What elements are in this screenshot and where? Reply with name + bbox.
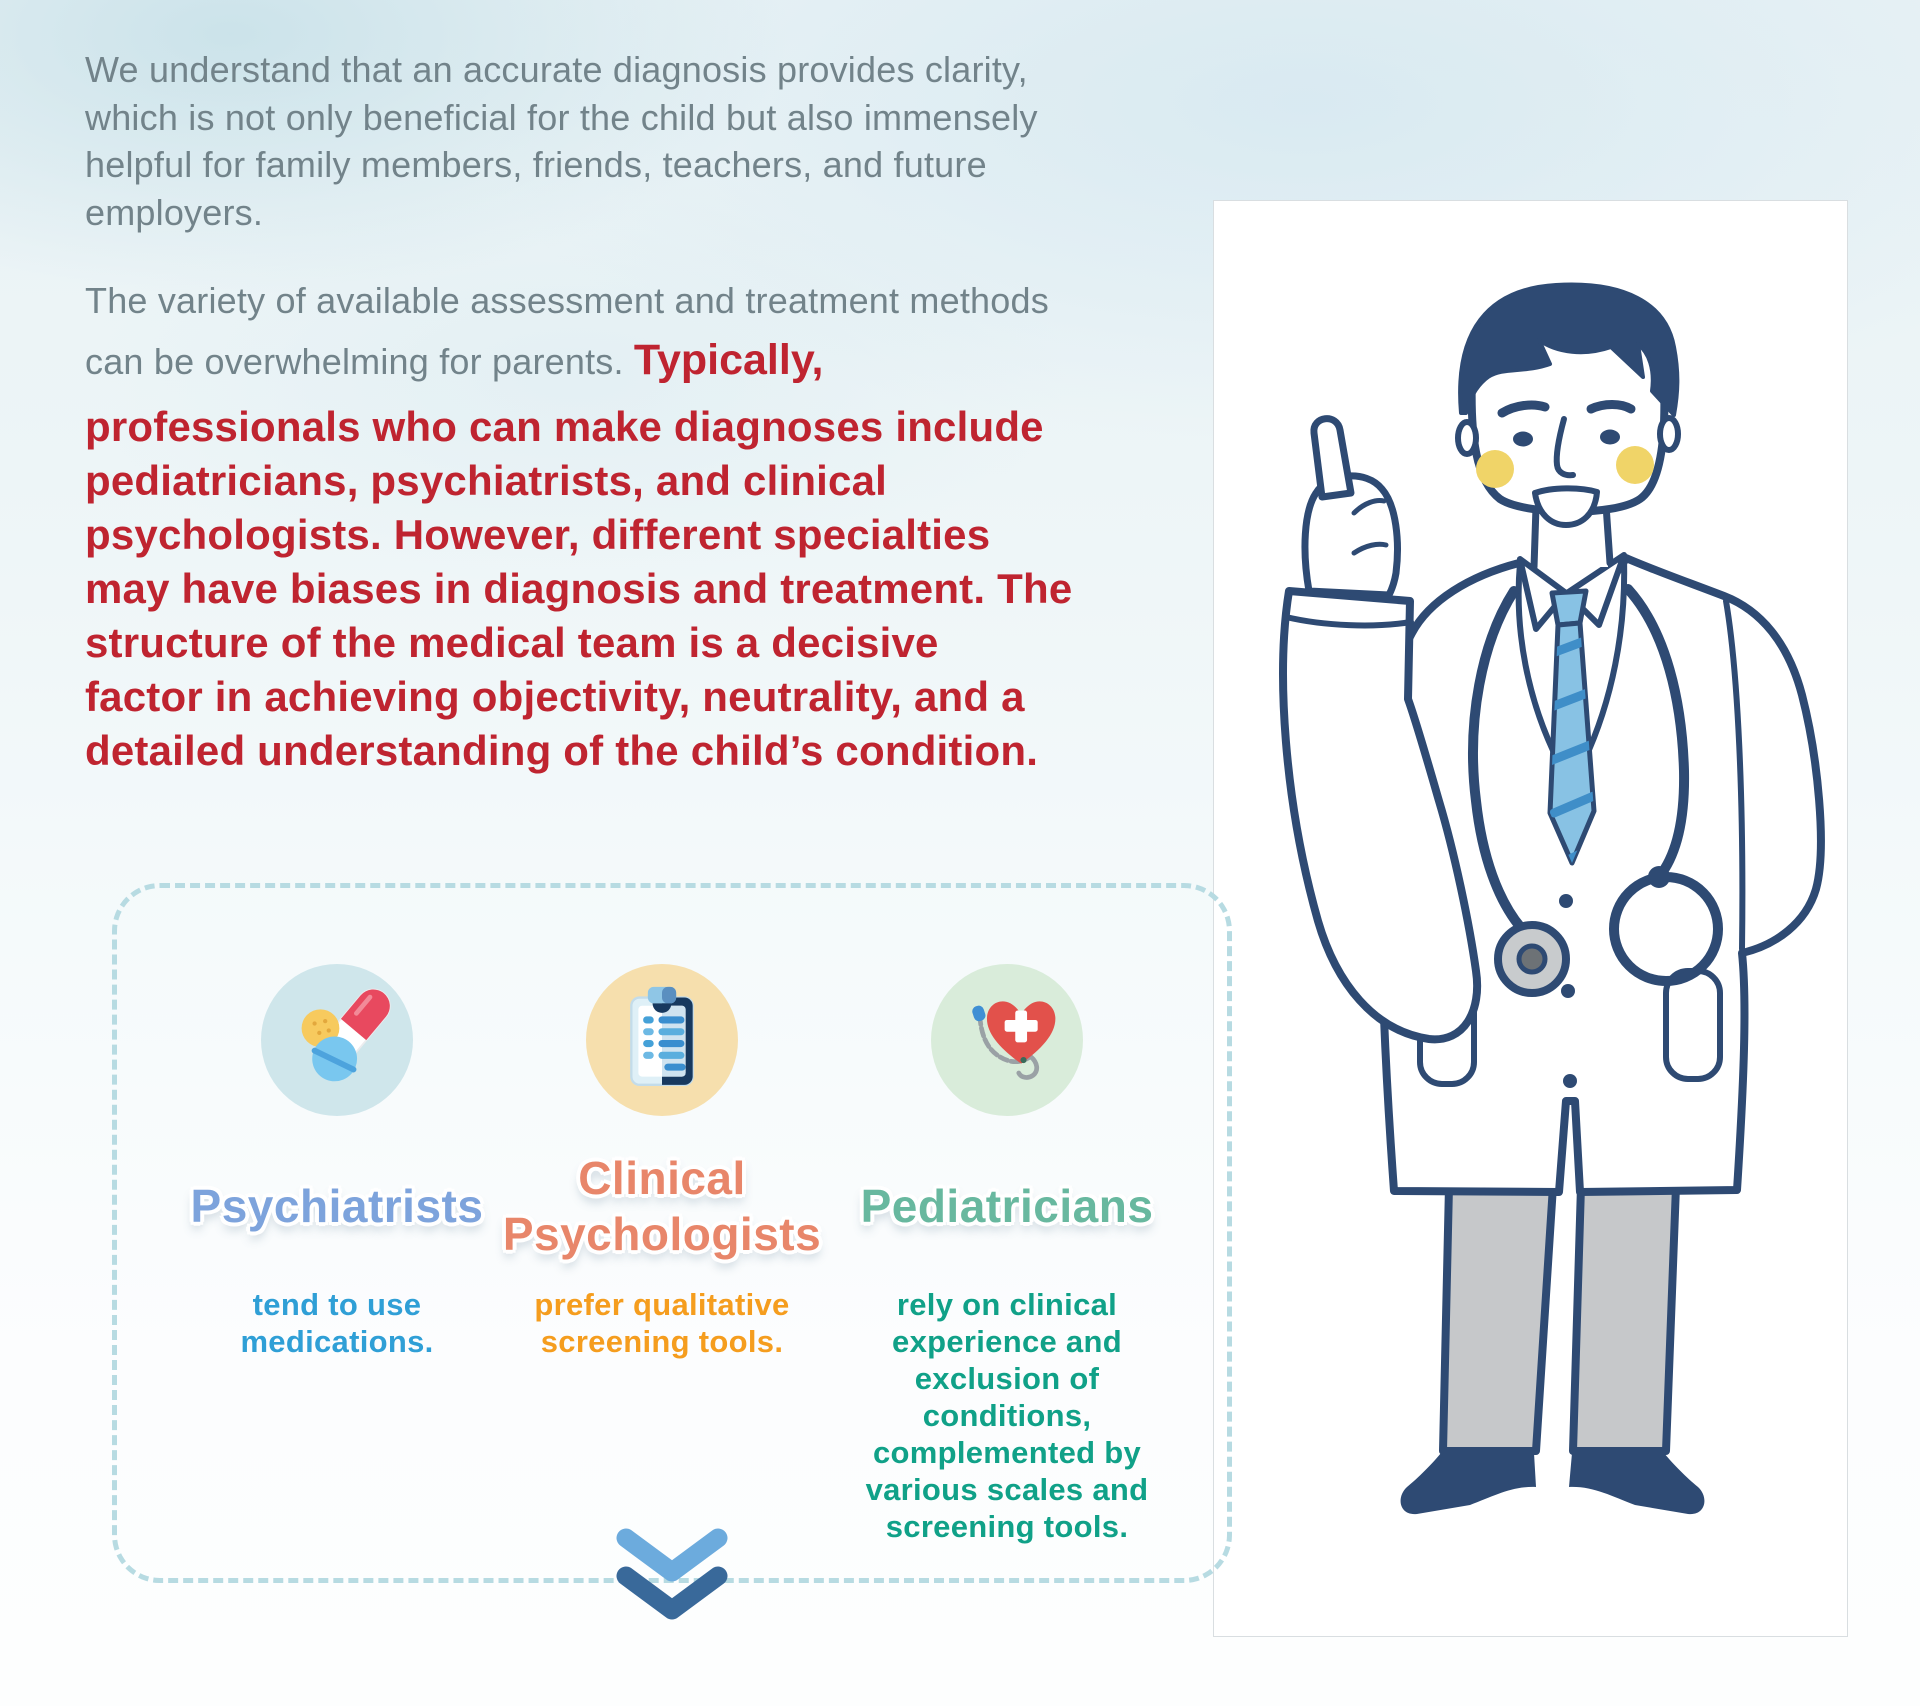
assessment-paragraph	[85, 272, 1073, 778]
specialist-title-pediatricians	[829, 1136, 1185, 1276]
doctor-illustration-panel	[1213, 200, 1848, 1637]
doctor-illustration	[1214, 201, 1849, 1638]
specialist-desc-psychiatrists	[175, 1286, 499, 1360]
desc-line: various scales and	[865, 1472, 1149, 1507]
assessment-red-inline: Typically,	[633, 336, 824, 384]
clipboard-icon	[586, 964, 738, 1116]
assessment-red-line: factor in achieving objectivity, neutrality, and a	[85, 673, 1025, 720]
specialist-title-line: Pediatricians	[860, 1180, 1154, 1232]
desc-line: screening tools.	[885, 1509, 1129, 1544]
pills-icon	[261, 964, 413, 1116]
specialist-title-line: Psychiatrists	[190, 1180, 484, 1232]
desc-line: tend to use	[252, 1287, 422, 1322]
specialist-title-clinical-psychologists	[485, 1136, 839, 1276]
desc-line: conditions,	[922, 1398, 1092, 1433]
specialist-desc-pediatricians	[837, 1286, 1177, 1545]
assessment-red-line: detailed understanding of the child’s condition.	[85, 727, 1039, 774]
specialist-desc-clinical-psychologists	[493, 1286, 831, 1360]
specialist-title-line: Psychologists	[502, 1208, 822, 1260]
intro-line: employers.	[85, 191, 264, 233]
assessment-gray-line: The variety of available assessment and treatment methods	[85, 280, 1049, 321]
assessment-red-line: may have biases in diagnosis and treatment. The	[85, 565, 1073, 612]
intro-line: We understand that an accurate diagnosis provides clarity,	[85, 49, 1028, 90]
intro-paragraph	[85, 46, 1038, 236]
assessment-red-line: professionals who can make diagnoses include	[85, 403, 1044, 450]
assessment-gray-prefix: can be overwhelming for parents.	[85, 341, 634, 382]
assessment-red-line: structure of the medical team is a decisive	[85, 619, 939, 666]
assessment-mixed-line	[85, 330, 1045, 400]
intro-line: helpful for family members, friends, teachers, and future	[85, 144, 987, 185]
desc-line: complemented by	[872, 1435, 1142, 1470]
double-chevron-down-icon	[612, 1526, 732, 1626]
specialist-title-psychiatrists	[167, 1136, 507, 1276]
desc-line: rely on clinical	[896, 1287, 1118, 1322]
desc-line: exclusion of	[914, 1361, 1100, 1396]
heart-stethoscope-icon	[931, 964, 1083, 1116]
desc-line: medications.	[240, 1324, 434, 1359]
specialist-column-clinical-psychologists	[502, 888, 822, 1578]
assessment-red-line: psychologists. However, different specialties	[85, 511, 991, 558]
desc-line: experience and	[892, 1324, 1122, 1359]
desc-line: prefer qualitative	[534, 1287, 790, 1322]
specialist-column-pediatricians	[849, 888, 1165, 1578]
assessment-red-line: pediatricians, psychiatrists, and clinical	[85, 457, 888, 504]
specialist-column-psychiatrists	[187, 888, 487, 1578]
desc-line: screening tools.	[540, 1324, 784, 1359]
specialists-box	[112, 883, 1232, 1583]
intro-line: which is not only beneficial for the child but also immensely	[85, 96, 1038, 138]
specialist-title-line: Clinical	[578, 1152, 746, 1204]
